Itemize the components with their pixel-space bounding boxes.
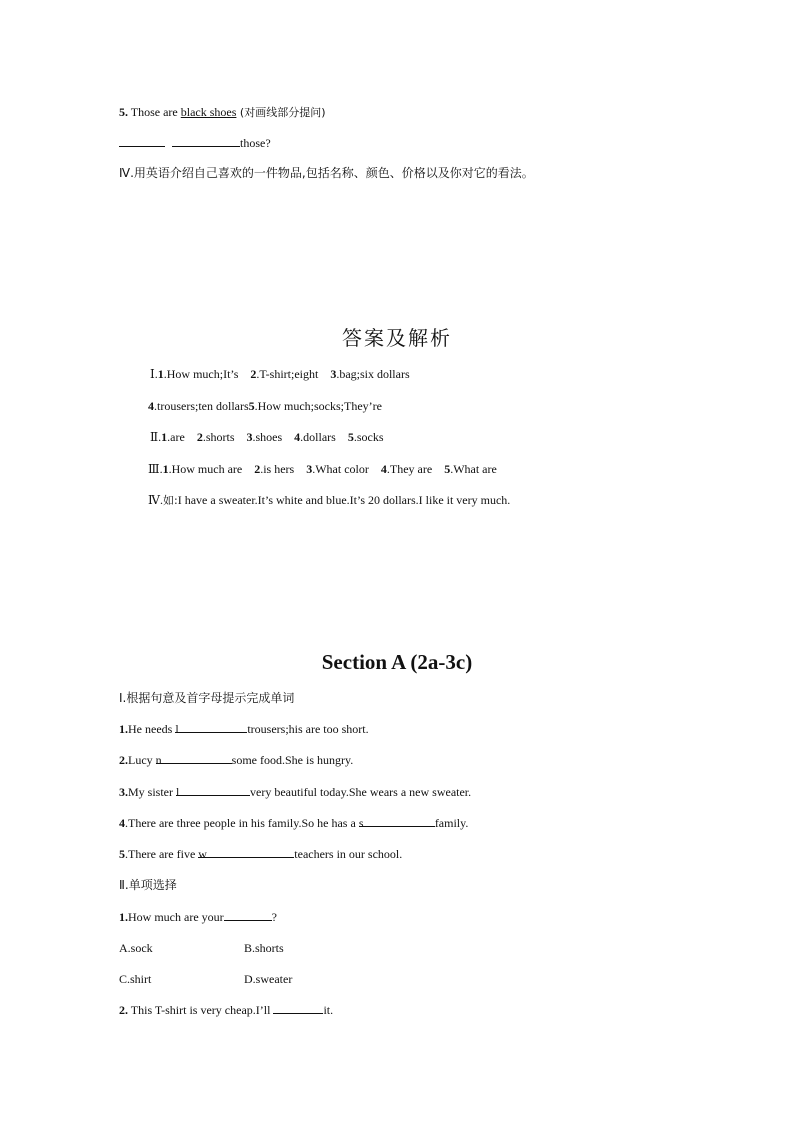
answer-number: 5 bbox=[444, 462, 451, 476]
question-text: ? bbox=[271, 910, 277, 924]
answer-blank[interactable] bbox=[119, 135, 165, 147]
fill-in-item-4 bbox=[119, 815, 468, 831]
fill-in-item-3 bbox=[119, 784, 471, 800]
roman-numeral: Ⅱ. bbox=[150, 430, 162, 444]
answer-text: .is hers bbox=[260, 462, 295, 476]
question-text: .There are five bbox=[125, 847, 199, 861]
roman-numeral: Ⅰ. bbox=[150, 367, 158, 381]
answer-text: .How much;socks;They’re bbox=[254, 399, 382, 413]
section-title: Section A (2a-3c) bbox=[321, 650, 473, 674]
answer-blank[interactable] bbox=[273, 1002, 323, 1014]
answer-number: 1 bbox=[161, 430, 168, 444]
answer-blank[interactable] bbox=[198, 846, 294, 861]
choice-question-2 bbox=[119, 1002, 333, 1018]
part-2-instruction: Ⅱ.单项选择 bbox=[119, 878, 177, 892]
underlined-phrase: black shoes bbox=[180, 105, 237, 119]
question-number: 5 bbox=[119, 847, 125, 861]
answer-blank[interactable] bbox=[155, 752, 232, 767]
question-number: 2. bbox=[119, 753, 128, 767]
answer-line-2 bbox=[148, 398, 382, 414]
question-number: 2. bbox=[119, 1003, 128, 1017]
answer-line-3 bbox=[150, 429, 384, 445]
answer-number: 1 bbox=[162, 462, 169, 476]
answer-text: .shorts bbox=[202, 430, 235, 444]
question-number: 3. bbox=[119, 785, 128, 799]
question-text: My sister bbox=[128, 785, 176, 799]
answer-line-4 bbox=[148, 461, 497, 477]
answer-number: 3 bbox=[306, 462, 313, 476]
answer-text: .T-shirt;eight bbox=[256, 367, 319, 381]
answer-text: .bag;six dollars bbox=[336, 367, 410, 381]
hint-letter: l bbox=[175, 722, 179, 736]
question-text: .There are three people in his family.So he has a bbox=[125, 816, 359, 830]
part-4-instruction: Ⅳ.用英语介绍自己喜欢的一件物品,包括名称、颜色、价格以及你对它的看法。 bbox=[119, 166, 534, 180]
answer-number: 4 bbox=[380, 462, 387, 476]
question-5-answer-line bbox=[119, 135, 271, 151]
hint-letter: n bbox=[155, 753, 162, 767]
answer-number: 1 bbox=[157, 367, 164, 381]
answer-blank[interactable] bbox=[175, 721, 247, 736]
instruction-note: (对画线部分提问) bbox=[236, 106, 326, 119]
answer-blank[interactable] bbox=[172, 135, 240, 147]
roman-numeral: Ⅲ. bbox=[148, 462, 163, 476]
answer-number: 5 bbox=[248, 399, 255, 413]
answer-text: .socks bbox=[353, 430, 384, 444]
hint-letter: s bbox=[358, 816, 364, 830]
answer-blank[interactable] bbox=[224, 909, 272, 921]
answers-title: 答案及解析 bbox=[342, 326, 452, 350]
question-text: Those are bbox=[128, 105, 181, 119]
fill-in-item-5 bbox=[119, 846, 402, 862]
question-text: very beautiful today.She wears a new sweater. bbox=[250, 785, 472, 799]
answer-line-5 bbox=[148, 492, 510, 509]
question-text: This T-shirt is very cheap.I’ll bbox=[128, 1003, 274, 1017]
question-text: How much are your bbox=[128, 910, 224, 924]
question-text: family. bbox=[434, 816, 469, 830]
question-number: 1. bbox=[119, 910, 128, 924]
question-5 bbox=[119, 104, 326, 121]
hint-letter: l bbox=[176, 785, 180, 799]
answer-text: .trousers;ten dollars bbox=[154, 399, 249, 413]
answer-blank[interactable] bbox=[176, 784, 250, 799]
answer-text: .dollars bbox=[300, 430, 336, 444]
answer-number: 3 bbox=[330, 367, 337, 381]
choice-question-1 bbox=[119, 909, 277, 925]
option-c[interactable]: C.shirt bbox=[119, 972, 152, 986]
question-number: 5. bbox=[119, 105, 128, 119]
answer-number: 3 bbox=[246, 430, 253, 444]
answer-number: 2 bbox=[196, 430, 203, 444]
fill-in-item-2 bbox=[119, 752, 353, 768]
answer-text: .What color bbox=[312, 462, 369, 476]
answer-line-1 bbox=[150, 366, 410, 382]
question-text: some food.She is hungry. bbox=[231, 753, 354, 767]
answer-number: 4 bbox=[148, 399, 154, 413]
answer-number: 5 bbox=[347, 430, 354, 444]
roman-numeral: Ⅳ. bbox=[148, 493, 163, 507]
part-1-instruction: Ⅰ.根据句意及首字母提示完成单词 bbox=[119, 691, 295, 705]
question-text: teachers in our school. bbox=[294, 847, 403, 861]
answer-text: .What are bbox=[450, 462, 497, 476]
question-text: He needs bbox=[128, 722, 176, 736]
answer-number: 4 bbox=[294, 430, 301, 444]
hint-letter: w bbox=[198, 847, 207, 861]
option-d[interactable]: D.sweater bbox=[244, 972, 293, 986]
answer-prefix: 如: bbox=[163, 494, 178, 507]
answer-text: .are bbox=[167, 430, 185, 444]
answer-blank[interactable] bbox=[358, 815, 435, 830]
answer-text: .shoes bbox=[252, 430, 283, 444]
option-a[interactable]: A.sock bbox=[119, 941, 153, 955]
answer-tail: those? bbox=[240, 136, 271, 150]
question-text: Lucy bbox=[128, 753, 156, 767]
answer-text: .How much;It’s bbox=[163, 367, 239, 381]
question-text: it. bbox=[323, 1003, 334, 1017]
question-text: trousers;his are too short. bbox=[247, 722, 369, 736]
question-number: 4 bbox=[119, 816, 125, 830]
answer-number: 2 bbox=[250, 367, 257, 381]
question-number: 1. bbox=[119, 722, 128, 736]
fill-in-item-1 bbox=[119, 721, 369, 737]
option-b[interactable]: B.shorts bbox=[244, 941, 284, 955]
answer-text: .They are bbox=[386, 462, 433, 476]
answer-text: .How much are bbox=[168, 462, 243, 476]
answer-number: 2 bbox=[254, 462, 261, 476]
answer-text: I have a sweater.It’s white and blue.It’s 20 dollars.I like it very much. bbox=[177, 493, 511, 507]
